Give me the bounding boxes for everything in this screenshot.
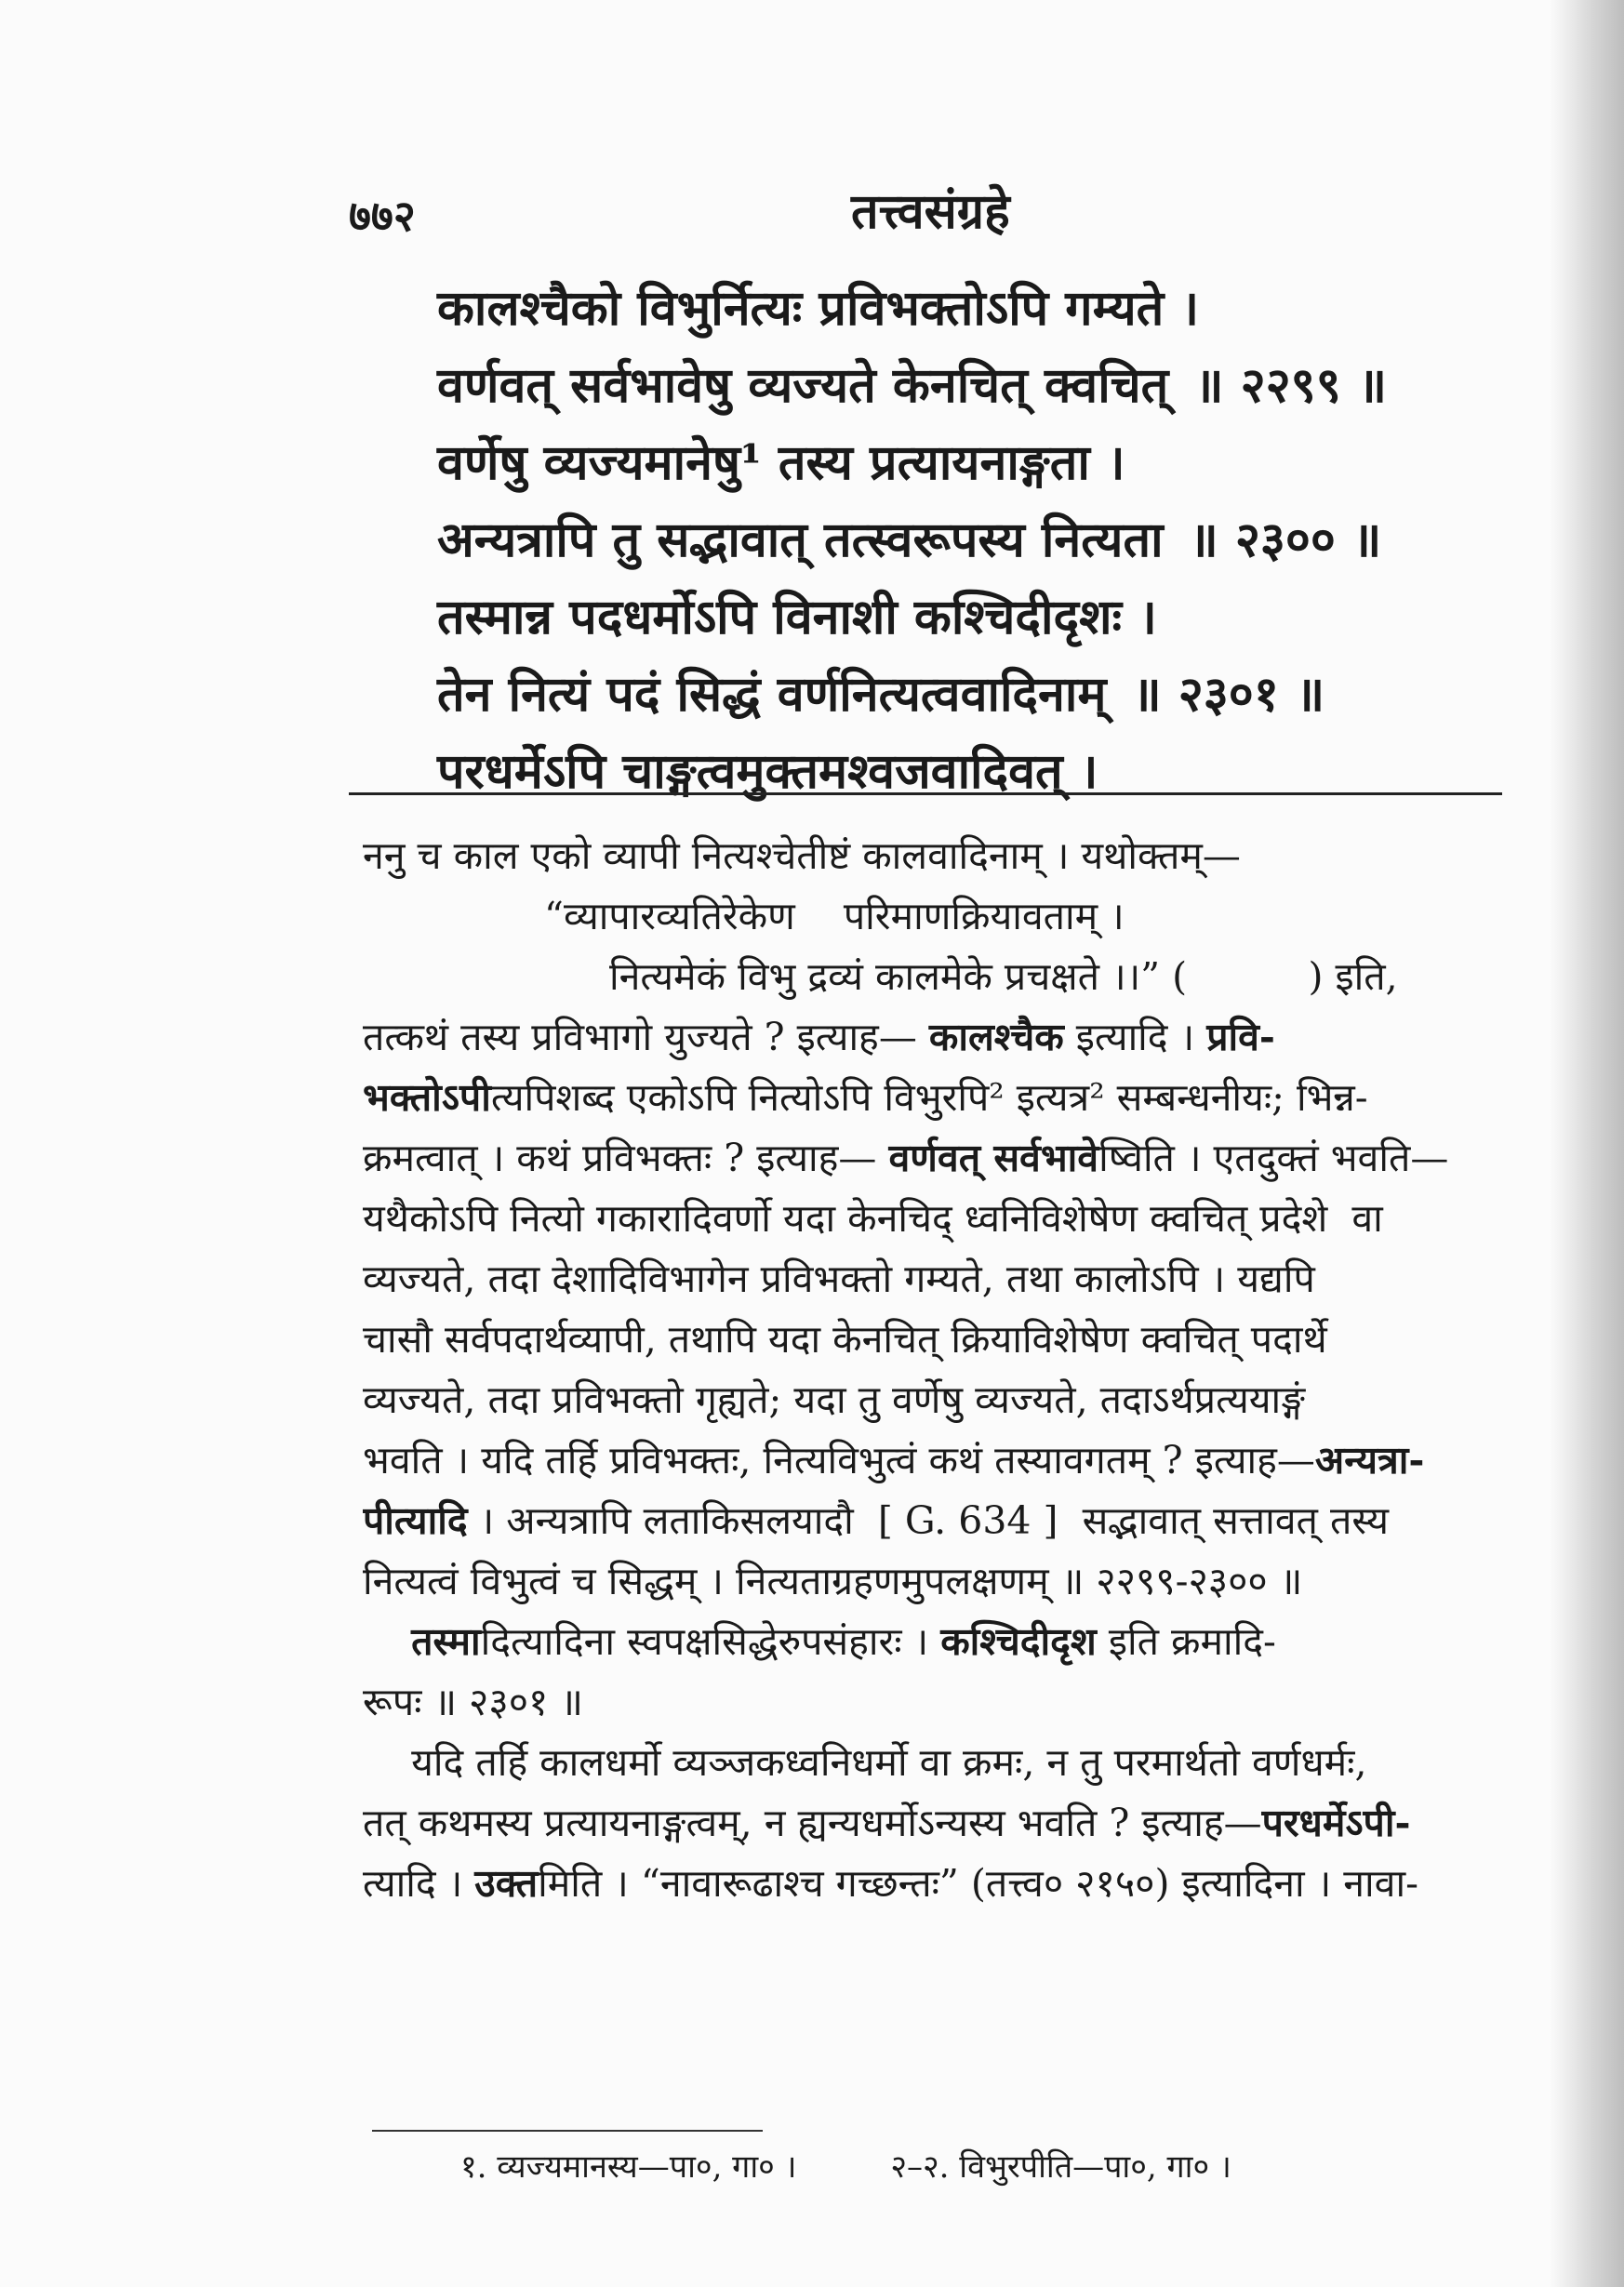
- commentary-bold-text: कालश्चैक: [928, 1015, 1064, 1059]
- verse-number: ॥ २२९९ ॥: [1194, 357, 1387, 414]
- commentary-text: तत्कथं तस्य प्रविभागो युज्यते ? इत्याह—: [363, 1015, 929, 1059]
- verse-line: [437, 270, 1507, 347]
- verse-line: [437, 347, 1507, 424]
- commentary-line: [363, 1793, 1502, 1854]
- commentary-text: ष्विति । एतदुक्तं भवति—: [1098, 1136, 1449, 1180]
- commentary-text: भवति । यदि तर्हि प्रविभक्तः, नित्यविभुत्वं कथं तस्यावगतम् ? इत्याह—: [363, 1438, 1315, 1483]
- commentary-text: क्रमत्वात् । कथं प्रविभक्तः ? इत्याह—: [363, 1136, 889, 1180]
- commentary-text: इत्यादि ।: [1063, 1015, 1207, 1059]
- commentary-text: यदि तर्हि कालधर्मो व्यञ्जकध्वनिधर्मो वा क्रमः, न तु परमार्थतो वर्णधर्मः,: [363, 1740, 1367, 1785]
- commentary-text: मिति । “नावारूढाश्च गच्छन्तः” (तत्त्व० २१५०) इत्यादिना । नावा-: [538, 1861, 1418, 1906]
- commentary-line: [363, 1310, 1502, 1370]
- commentary-text: “व्यापारव्यतिरेकेण परिमाणक्रियावताम् ।: [544, 894, 1125, 938]
- commentary-line: [363, 886, 1502, 947]
- commentary-bold-text: उक्त: [474, 1861, 539, 1906]
- verse-line: [437, 656, 1507, 733]
- commentary-text: तत् कथमस्य प्रत्यायनाङ्गत्वम्, न ह्यन्यधर्मोऽन्यस्य भवति ? इत्याह—: [363, 1801, 1262, 1845]
- commentary-text: रूपः ॥ २३०१ ॥: [363, 1680, 583, 1724]
- verse-text: अन्यत्रापि तु सद्भावात् तत्स्वरूपस्य नित्यता: [437, 512, 1164, 568]
- page-edge-shadow: [1550, 0, 1624, 2287]
- commentary-block: [363, 826, 1502, 1914]
- commentary-text: [363, 1619, 411, 1664]
- commentary-text: नित्यमेकं विभु द्रव्यं कालमेके प्रचक्षते ।।” ( ) इति,: [609, 954, 1398, 999]
- commentary-line: [363, 826, 1502, 886]
- commentary-text: ननु च काल एको व्यापी नित्यश्चेतीष्टं कालवादिनाम् । यथोक्तम्—: [363, 833, 1241, 878]
- verse-line: [437, 578, 1507, 656]
- footnote: १. व्यज्यमानस्य—पा०, गा० ।: [460, 2148, 797, 2186]
- footnote-divider: [372, 2130, 763, 2132]
- commentary-line: [363, 947, 1502, 1007]
- commentary-text: दित्यादिना स्वपक्षसिद्धेरुपसंहारः ।: [480, 1619, 941, 1664]
- commentary-bold-text: प्रवि-: [1206, 1015, 1275, 1059]
- commentary-line: [363, 1491, 1502, 1551]
- commentary-bold-text: कश्चिदीदृश: [940, 1619, 1097, 1664]
- commentary-line: [363, 1007, 1502, 1068]
- verse-text: परधर्मेऽपि चाङ्गत्वमुक्तमश्वजवादिवत् ।: [437, 743, 1098, 800]
- commentary-text: । अन्यत्रापि लताकिसलयादौ [ G. 634 ] सद्भावात् सत्तावत् तस्य: [467, 1498, 1390, 1543]
- commentary-line: [363, 1672, 1502, 1733]
- commentary-line: [363, 1128, 1502, 1189]
- commentary-text: नित्यत्वं विभुत्वं च सिद्धम् । नित्यताग्रहणमुपलक्षणम् ॥ २२९९-२३०० ॥: [363, 1559, 1303, 1603]
- section-divider: [349, 792, 1502, 795]
- commentary-text: व्यज्यते, तदा प्रविभक्तो गृह्यते; यदा तु वर्णेषु व्यज्यते, तदाऽर्थप्रत्ययाङ्गं: [363, 1377, 1306, 1422]
- commentary-text: इति क्रमादि-: [1096, 1619, 1276, 1664]
- commentary-bold-text: परधर्मेऽपी-: [1261, 1801, 1411, 1845]
- commentary-line: [363, 1551, 1502, 1612]
- verse-text: वर्णेषु व्यज्यमानेषु¹ तस्य प्रत्यायनाङ्गता ।: [437, 434, 1125, 491]
- commentary-line: [363, 1612, 1502, 1672]
- verse-text: तेन नित्यं पदं सिद्धं वर्णनित्यत्ववादिनाम्: [437, 666, 1107, 723]
- commentary-text: यथैकोऽपि नित्यो गकारादिवर्णो यदा केनचिद् ध्वनिविशेषेण क्वचित् प्रदेशे वा: [363, 1196, 1383, 1241]
- verse-number: ॥ २३०१ ॥: [1132, 666, 1325, 723]
- verse-block: [437, 270, 1507, 810]
- commentary-bold-text: वर्णवत् सर्वभावे: [888, 1136, 1099, 1180]
- commentary-text: त्यपिशब्द एकोऽपि नित्योऽपि विभुरपि² इत्यत्र² सम्बन्धनीयः; भिन्न-: [490, 1075, 1368, 1120]
- footnotes: [460, 2139, 1231, 2195]
- verse-text: तस्मान्न पदधर्मोऽपि विनाशी कश्चिदीदृशः ।: [437, 589, 1157, 645]
- verse-text: वर्णवत् सर्वभावेषु व्यज्यते केनचित् क्वचित्: [437, 357, 1169, 414]
- page-number: ७७२: [349, 191, 416, 241]
- commentary-line: [363, 1854, 1502, 1914]
- commentary-line: [363, 1068, 1502, 1128]
- commentary-line: [363, 1249, 1502, 1310]
- verse-number: ॥ २३०० ॥: [1189, 512, 1382, 568]
- verse-text: कालश्चैको विभुर्नित्यः प्रविभक्तोऽपि गम्यते ।: [437, 280, 1200, 337]
- commentary-line: [363, 1189, 1502, 1249]
- commentary-line: [363, 1370, 1502, 1430]
- commentary-line: [363, 1430, 1502, 1491]
- verse-line: [437, 733, 1507, 810]
- commentary-text: चासौ सर्वपदार्थव्यापी, तथापि यदा केनचित् क्रियाविशेषेण क्वचित् पदार्थे: [363, 1317, 1327, 1362]
- commentary-bold-text: तस्मा: [411, 1619, 481, 1664]
- verse-line: [437, 501, 1507, 578]
- page-header: [0, 177, 1624, 251]
- verse-line: [437, 424, 1507, 501]
- commentary-bold-text: अन्यत्रा-: [1314, 1438, 1425, 1483]
- commentary-text: व्यज्यते, तदा देशादिविभागेन प्रविभक्तो गम्यते, तथा कालोऽपि । यद्यपि: [363, 1257, 1315, 1301]
- commentary-line: [363, 1733, 1502, 1793]
- running-title: तत्त्वसंग्रहे: [851, 183, 1010, 240]
- commentary-bold-text: पीत्यादि: [363, 1498, 468, 1543]
- commentary-text: त्यादि ।: [363, 1861, 475, 1906]
- footnote: २–२. विभुरपीति—पा०, गा० ।: [890, 2148, 1231, 2186]
- commentary-bold-text: भक्तोऽपी: [363, 1075, 491, 1120]
